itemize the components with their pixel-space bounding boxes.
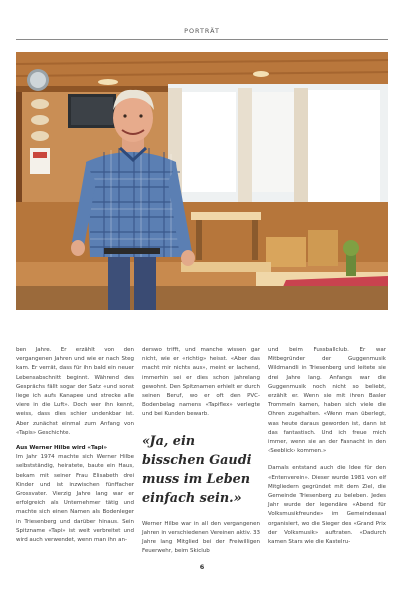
article-column-1: [16, 346, 134, 545]
article-column-2: [142, 346, 260, 556]
paragraph: ben Jahre. Er erzählt von den vergangenen Jahren und wie er nach Steg kam. Er verrät, dass für ihn bald ein neuer Lebensabschnitt beginnt. Während des Gesprächs fällt sogar der Satz «und sonst liege ich aufs Kanapee und strecke alle viere in die Luft». Doch wer ihn kennt, weiss, dass dies schier undenkbar ist. Aber zunächst einmal zum Anfang von «Tapis» Geschichte.: [16, 347, 134, 436]
paragraph: derswo trifft, und manche wissen gar nicht, wie er «richtig» heisst. «Aber das macht mir nichts aus», meint er lachend, immerhin sei er dies schon jahrelang gewohnt. Den Spitznamen erhielt er durch seinen Beruf, wo er oft den PVC-Bodenbelag namens «Tapiflex» verlegte und bei Kunden bewarb.: [142, 347, 260, 418]
portrait-photo: [16, 52, 388, 310]
paragraph: Damals entstand auch die Idee für den «Entenverein». Dieser wurde 1981 von elf Mitgliedern gegründet mit dem Ziel, die Gemeinde Triesenberg zu beleben. Jedes Jahr wurde der legendäre «Abend für Volksmusikfreunde» im Gemeindesaal organisiert, wo die Sieger des «Grand Prix der Volksmusik» auftraten. «Dadurch kamen Stars wie die Kastelru-: [268, 465, 386, 546]
paragraph: Im Jahr 1974 machte sich Werner Hilbe selbstständig, heiratete, baute ein Haus, bekam mit seiner Frau Elisabeth drei Kinder und ist inzwischen fünffacher Grossvater. Vierzig Jahre lang war er erfolgreich als Unternehmer tätig und machte sich einen Namen als Bodenleger in Triesenberg und darüber hinaus. Sein Spitzname «Tapi» ist weit verbreitet und wird auch verwendet, wenn man ihn an-: [16, 454, 134, 544]
subheading: Aus Werner Hilbe wird «Tapi»: [16, 445, 108, 452]
page-number: 6: [199, 563, 205, 571]
article-column-3: [268, 346, 386, 547]
section-header: PORTRÄT: [184, 27, 220, 35]
paragraph: und beim Fussballclub. Er war Mitbegründer der Guggenmusik Wildmandli in Triesenberg und leitete sie drei Jahre lang. Anfangs war die Guggenmusik noch nicht so beliebt, erzählt er. Wenn sie mit ihren Basler Trommeln kamen, haben sich viele die Ohren zugehalten. «Wenn man überlegt, was heute daraus geworden ist, dann ist das fantastisch. Und ich freue mich immer, wenn sie an der Fasnacht in den ‹Seeblick› kommen.»: [268, 347, 386, 455]
header-rule: [16, 39, 388, 40]
paragraph: Werner Hilbe war in all den vergangenen Jahren in verschiedenen Vereinen aktiv. 33 Jahre lang Mitglied bei der Freiwilligen Feuerwehr, beim Skiclub: [142, 520, 260, 555]
pull-quote: «Ja, ein bisschen Gaudi muss im Leben einfach sein.»: [142, 433, 252, 506]
